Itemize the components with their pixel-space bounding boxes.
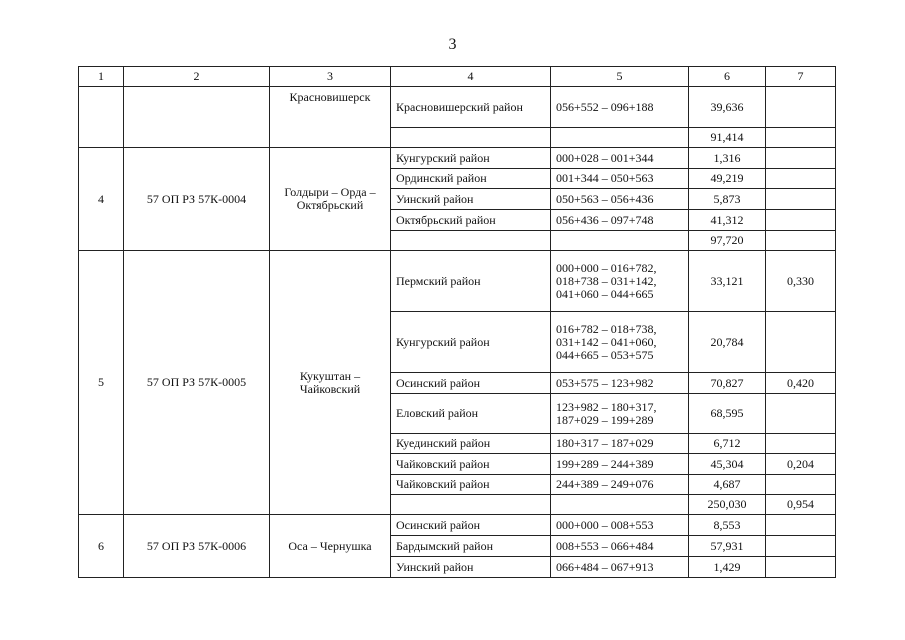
length-cell: 41,312 — [689, 210, 766, 231]
km-range-cell: 066+484 – 067+913 — [551, 557, 689, 578]
district-cell: Уинский район — [391, 189, 551, 210]
district-cell: Еловский район — [391, 394, 551, 434]
km-range-cell: 180+317 – 187+029 — [551, 434, 689, 454]
col7-cell — [766, 434, 836, 454]
column-header: 5 — [551, 67, 689, 87]
district-cell: Кунгурский район — [391, 148, 551, 169]
district-cell: Осинский район — [391, 373, 551, 394]
empty-cell — [391, 231, 551, 251]
page-number: 3 — [448, 36, 457, 53]
length-cell: 20,784 — [689, 312, 766, 373]
district-cell: Осинский район — [391, 515, 551, 536]
district-cell: Красновишерский район — [391, 87, 551, 128]
empty-cell — [391, 495, 551, 515]
roads-table — [78, 66, 836, 578]
km-range-cell: 000+028 – 001+344 — [551, 148, 689, 169]
total-length-cell: 97,720 — [689, 231, 766, 251]
column-header: 7 — [766, 67, 836, 87]
length-cell: 68,595 — [689, 394, 766, 434]
col7-cell — [766, 394, 836, 434]
col7-cell — [766, 148, 836, 169]
km-range-cell: 008+553 – 066+484 — [551, 536, 689, 557]
length-cell: 8,553 — [689, 515, 766, 536]
length-cell: 39,636 — [689, 87, 766, 128]
road-code-cell: 57 ОП РЗ 57К-0005 — [124, 251, 270, 515]
length-cell: 33,121 — [689, 251, 766, 312]
table-row — [79, 251, 836, 312]
length-cell: 6,712 — [689, 434, 766, 454]
total-length-cell: 250,030 — [689, 495, 766, 515]
length-cell: 45,304 — [689, 454, 766, 475]
col7-cell — [766, 557, 836, 578]
length-cell: 1,316 — [689, 148, 766, 169]
column-header: 6 — [689, 67, 766, 87]
col7-cell — [766, 87, 836, 128]
col7-cell: 0,330 — [766, 251, 836, 312]
km-range-cell: 199+289 – 244+389 — [551, 454, 689, 475]
length-cell: 1,429 — [689, 557, 766, 578]
col7-cell — [766, 169, 836, 189]
length-cell: 57,931 — [689, 536, 766, 557]
column-header: 2 — [124, 67, 270, 87]
district-cell: Кунгурский район — [391, 312, 551, 373]
length-cell: 70,827 — [689, 373, 766, 394]
district-cell: Чайковский район — [391, 454, 551, 475]
col7-cell: 0,204 — [766, 454, 836, 475]
col7-cell: 0,420 — [766, 373, 836, 394]
road-number-cell — [79, 87, 124, 148]
district-cell: Октябрьский район — [391, 210, 551, 231]
road-name-cell: Кукуштан – Чайковский — [270, 251, 391, 515]
km-range-cell: 053+575 – 123+982 — [551, 373, 689, 394]
table-row — [79, 87, 836, 128]
empty-cell — [766, 128, 836, 148]
district-cell: Пермский район — [391, 251, 551, 312]
km-range-cell: 056+436 – 097+748 — [551, 210, 689, 231]
road-number-cell: 6 — [79, 515, 124, 578]
column-header: 3 — [270, 67, 391, 87]
col7-cell — [766, 231, 836, 251]
column-header: 1 — [79, 67, 124, 87]
road-name-cell: Голдыри – Орда – Октябрьский — [270, 148, 391, 251]
road-number-cell: 4 — [79, 148, 124, 251]
km-range-cell: 123+982 – 180+317, 187+029 – 199+289 — [551, 394, 689, 434]
district-cell: Куединский район — [391, 434, 551, 454]
district-cell: Чайковский район — [391, 475, 551, 495]
empty-cell — [551, 128, 689, 148]
col7-cell — [766, 189, 836, 210]
km-range-cell: 000+000 – 016+782, 018+738 – 031+142, 041+060 – 044+665 — [551, 251, 689, 312]
road-name-cell: Красновишерск — [270, 87, 391, 148]
table-row — [79, 148, 836, 169]
length-cell: 4,687 — [689, 475, 766, 495]
district-cell: Уинский район — [391, 557, 551, 578]
table-row — [79, 515, 836, 536]
km-range-cell: 050+563 – 056+436 — [551, 189, 689, 210]
road-number-cell: 5 — [79, 251, 124, 515]
empty-cell — [551, 231, 689, 251]
col7-cell — [766, 312, 836, 373]
length-cell: 5,873 — [689, 189, 766, 210]
col7-cell: 0,954 — [766, 495, 836, 515]
col7-cell — [766, 475, 836, 495]
col7-cell — [766, 210, 836, 231]
km-range-cell: 056+552 – 096+188 — [551, 87, 689, 128]
district-cell: Бардымский район — [391, 536, 551, 557]
length-cell: 49,219 — [689, 169, 766, 189]
district-cell: Ординский район — [391, 169, 551, 189]
km-range-cell: 016+782 – 018+738, 031+142 – 041+060, 044+665 – 053+575 — [551, 312, 689, 373]
road-name-cell: Оса – Чернушка — [270, 515, 391, 578]
road-code-cell: 57 ОП РЗ 57К-0004 — [124, 148, 270, 251]
road-code-cell: 57 ОП РЗ 57К-0006 — [124, 515, 270, 578]
column-header-row — [79, 67, 836, 87]
road-code-cell — [124, 87, 270, 148]
km-range-cell: 244+389 – 249+076 — [551, 475, 689, 495]
col7-cell — [766, 515, 836, 536]
empty-cell — [551, 495, 689, 515]
empty-cell — [391, 128, 551, 148]
total-length-cell: 91,414 — [689, 128, 766, 148]
km-range-cell: 000+000 – 008+553 — [551, 515, 689, 536]
col7-cell — [766, 536, 836, 557]
km-range-cell: 001+344 – 050+563 — [551, 169, 689, 189]
column-header: 4 — [391, 67, 551, 87]
